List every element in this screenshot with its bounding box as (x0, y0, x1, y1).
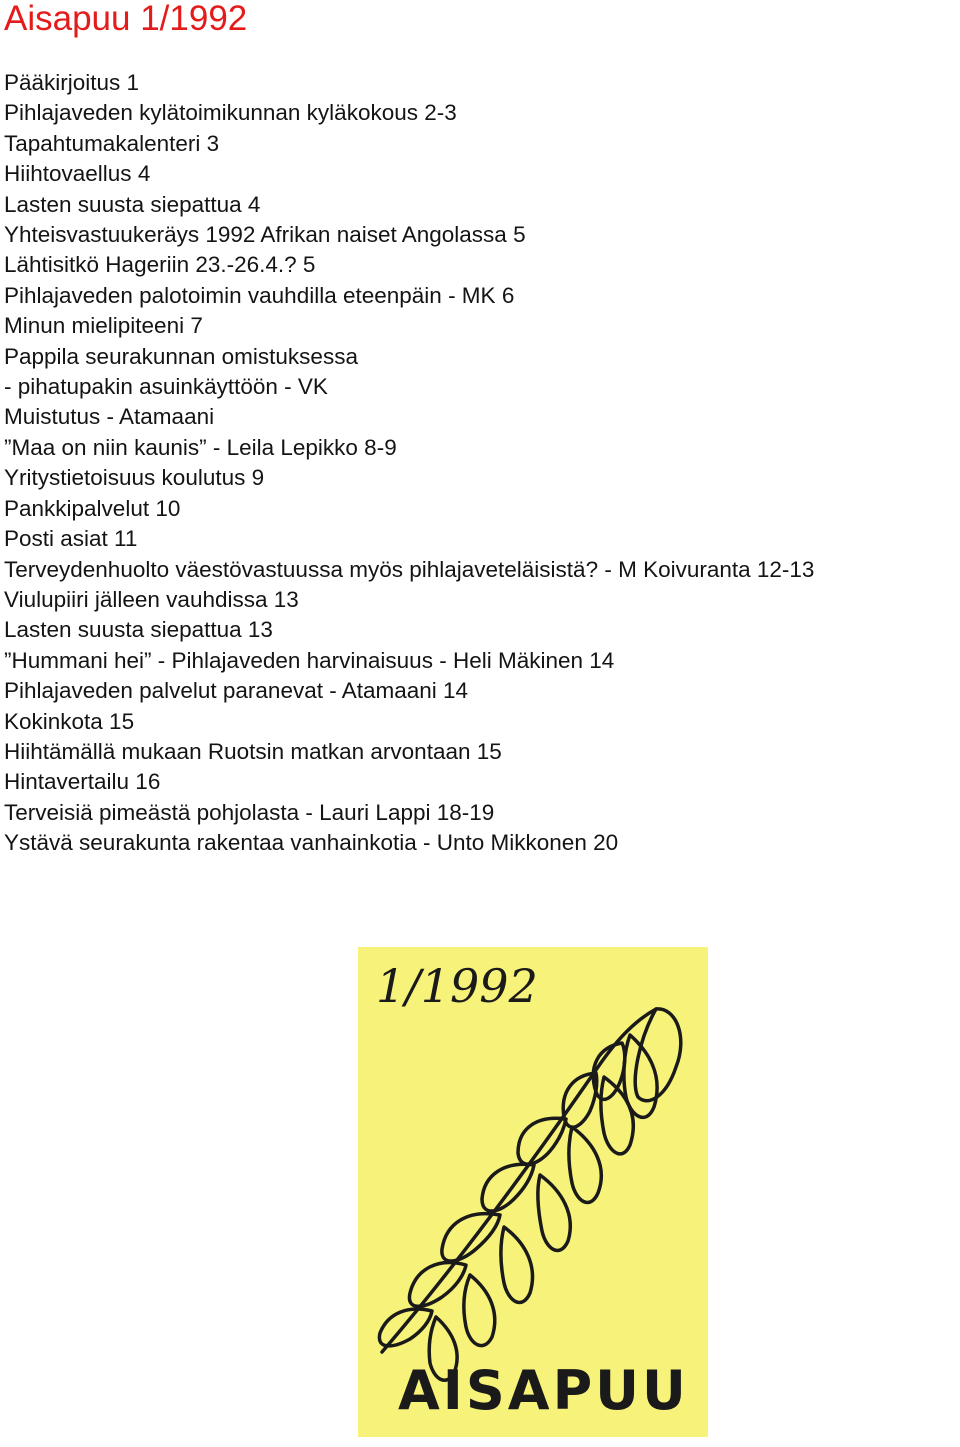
toc-item: Ystävä seurakunta rakentaa vanhainkotia - Unto Mikkonen 20 (4, 830, 619, 856)
toc-item: - pihatupakin asuinkäyttöön - VK (4, 374, 328, 400)
toc-item: Pääkirjoitus 1 (4, 70, 140, 95)
toc-item: Lähtisitkö Hageriin 23.-26.4.? 5 (4, 252, 316, 278)
toc-item: Pihlajaveden kylätoimikunnan kyläkokous 2-3 (4, 100, 457, 126)
toc-item: Hintavertailu 16 (4, 769, 161, 795)
toc-item: ”Hummani hei” - Pihlajaveden harvinaisuus - Heli Mäkinen 14 (4, 647, 615, 673)
toc-item: Pihlajaveden palvelut paranevat - Atamaani 14 (4, 678, 469, 704)
toc-item: Terveydenhuolto väestövastuussa myös pihlajaveteläisistä? - M Koivuranta 12-13 (4, 556, 815, 582)
toc-item: Lasten suusta siepattua 13 (4, 617, 273, 643)
toc-item: ”Maa on niin kaunis” - Leila Lepikko 8-9 (4, 434, 397, 460)
toc-item: Muistutus - Atamaani (4, 404, 215, 430)
toc-item: Yhteisvastuukeräys 1992 Afrikan naiset Angolassa 5 (4, 222, 526, 248)
table-of-contents (4, 68, 814, 859)
cover-issue-number: 1/1992 (376, 959, 538, 1013)
toc-item: Yritystietoisuus koulutus 9 (4, 465, 265, 491)
toc-item: Lasten suusta siepattua 4 (4, 191, 261, 217)
toc-item: Pihlajaveden palotoimin vauhdilla eteenpäin - MK 6 (4, 282, 515, 308)
toc-item: Terveisiä pimeästä pohjolasta - Lauri Lappi 18-19 (4, 799, 495, 825)
cover-title: AISAPUU (398, 1359, 689, 1422)
cover-image (358, 947, 708, 1437)
toc-item: Pankkipalvelut 10 (4, 495, 181, 521)
toc-item: Kokinkota 15 (4, 708, 135, 734)
toc-item: Minun mielipiteeni 7 (4, 313, 203, 339)
toc-item: Hiihtovaellus 4 (4, 161, 151, 187)
rowan-leaf-icon (379, 1009, 680, 1380)
toc-item: Hiihtämällä mukaan Ruotsin matkan arvontaan 15 (4, 738, 502, 764)
toc-item: Viulupiiri jälleen vauhdissa 13 (4, 586, 299, 612)
toc-item: Tapahtumakalenteri 3 (4, 130, 220, 156)
toc-item: Pappila seurakunnan omistuksessa (4, 343, 358, 369)
page-title: Aisapuu 1/1992 (4, 0, 248, 38)
cover-illustration (358, 947, 708, 1437)
toc-item: Posti asiat 11 (4, 526, 138, 552)
